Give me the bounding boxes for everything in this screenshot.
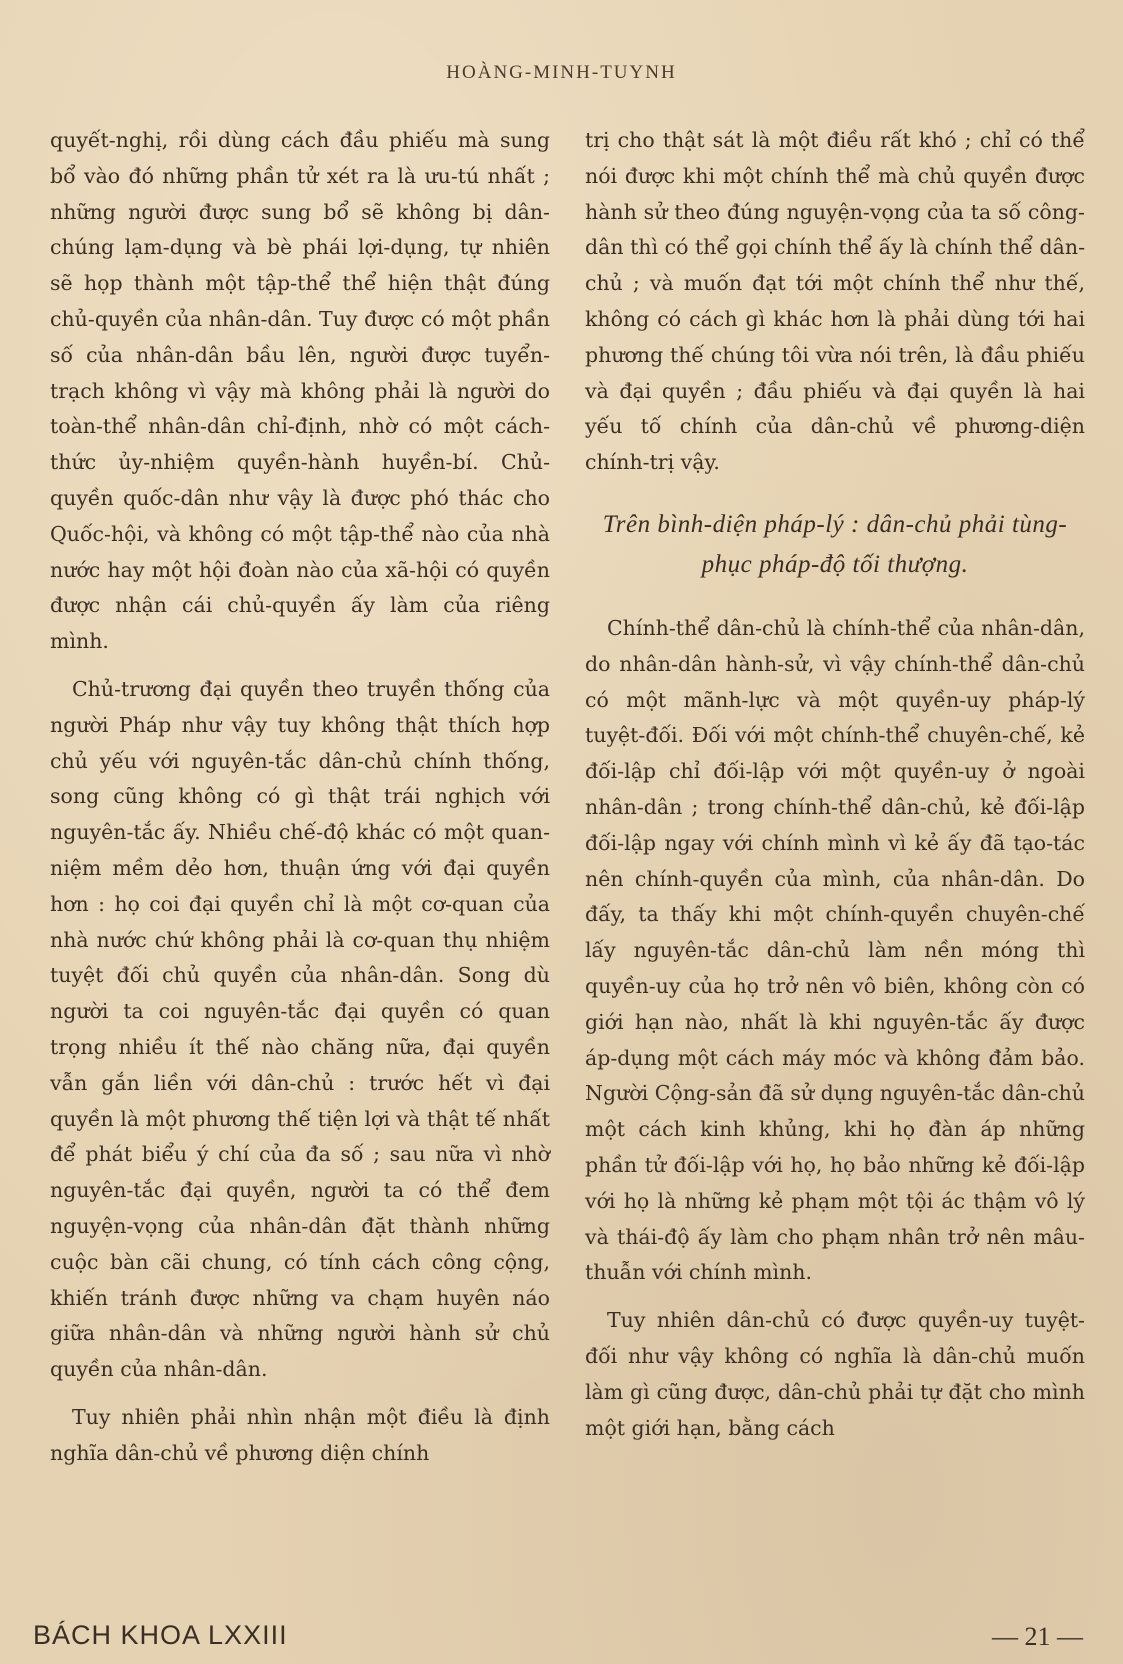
left-column — [50, 123, 550, 1483]
right-paragraph-2: Chính-thể dân-chủ là chính-thể của nhân-dân, do nhân-dân hành-sử, vì vậy chính-thể dân-chủ có một mãnh-lực và một quyền-uy pháp-lý tuyệt-đối. Đối với một chính-thể chuyên-chế, kẻ đối-lập chỉ đối-lập với một quyền-uy ở ngoài nhân-dân ; trong chính-thể dân-chủ, kẻ đối-lập đối-lập ngay với chính mình vì kẻ ấy đã tạo-tác nên chính-quyền của mình, của nhân-dân. Do đấy, ta thấy khi một chính-quyền chuyên-chế lấy nguyên-tắc dân-chủ làm nền móng thì quyền-uy của họ trở nên vô biên, không còn có giới hạn nào, nhất là khi nguyên-tắc ấy được áp-dụng một cách máy móc và không đảm bảo. Người Cộng-sản đã sử dụng nguyên-tắc dân-chủ một cách kinh khủng, khi họ đàn áp những phần tử đối-lập với họ, họ bảo những kẻ đối-lập với họ là những kẻ phạm một tội ác thậm vô lý và thái-độ ấy làm cho phạm nhân trở nên mâu-thuẫn với chính mình. — [585, 615, 1085, 1285]
running-header: HOÀNG-MINH-TUYNH — [446, 62, 677, 83]
right-paragraph-1: trị cho thật sát là một điều rất khó ; chỉ có thể nói được khi một chính thể mà chủ quyền được hành sử theo đúng nguyện-vọng của ta số công-dân thì có thể gọi chính thể ấy là chính thể dân-chủ ; và muốn đạt tới một chính thể như thế, không có cách gì khác hơn là phải dùng tới hai phương thế chúng tôi vừa nói trên, là đầu phiếu và đại quyền ; đầu phiếu và đại quyền là hai yếu tố chính của dân-chủ về phương-diện chính-trị vậy. — [585, 128, 1085, 475]
left-paragraph-1: quyết-nghị, rồi dùng cách đầu phiếu mà sung bổ vào đó những phần tử xét ra là ưu-tú nhất ; những người được sung bổ sẽ không bị dân-chúng lạm-dụng và bè phái lợi-dụng, tự nhiên sẽ họp thành một tập-thể thể hiện thật đúng chủ-quyền của nhân-dân. Tuy được có một phần số của nhân-dân bầu lên, người được tuyển-trạch không vì vậy mà không phải là người do toàn-thể nhân-dân chỉ-định, nhờ có một cách-thức ủy-nhiệm quyền-hành huyền-bí. Chủ-quyền quốc-dân như vậy là được phó thác cho Quốc-hội, và không có một tập-thể nào của nhà nước hay một hội đoàn nào của xã-hội có quyền được nhận cái chủ-quyền ấy làm của riêng mình. — [50, 128, 550, 654]
page-number: — 21 — — [992, 1622, 1083, 1651]
right-column — [585, 123, 1085, 1458]
right-paragraph-3: Tuy nhiên dân-chủ có được quyền-uy tuyệt-đối như vậy không có nghĩa là dân-chủ muốn làm gì cũng được, dân-chủ phải tự đặt cho mình một giới hạn, bằng cách — [585, 1308, 1085, 1440]
left-paragraph-3: Tuy nhiên phải nhìn nhận một điều là định nghĩa dân-chủ về phương diện chính — [50, 1404, 550, 1465]
section-subheading: Trên bình-diện pháp-lý : dân-chủ phải tùng-phục pháp-độ tối thượng. — [602, 510, 1068, 578]
magazine-issue-label: BÁCH KHOA LXXIII — [33, 1620, 288, 1650]
left-paragraph-2: Chủ-trương đại quyền theo truyền thống của người Pháp như vậy tuy không thật thích hợp chủ yếu với nguyên-tắc dân-chủ chính thống, song cũng không có gì thật trái nghịch với nguyên-tắc ấy. Nhiều chế-độ khác có một quan-niệm mềm dẻo hơn, thuận ứng với đại quyền hơn : họ coi đại quyền chỉ là một cơ-quan của nhà nước chứ không phải là cơ-quan thụ nhiệm tuyệt đối chủ quyền của nhân-dân. Song dù người ta coi nguyên-tắc đại quyền có quan trọng nhiều ít thế nào chăng nữa, đại quyền vẫn gắn liền với dân-chủ : trước hết vì đại quyền là một phương thế tiện lợi và thật tế nhất để phát biểu ý chí của đa số ; sau nữa vì nhờ nguyên-tắc đại quyền, người ta có thể đem nguyện-vọng của nhân-dân đặt thành những cuộc bàn cãi chung, có tính cách công cộng, khiến tránh được những va chạm huyên náo giữa nhân-dân và những người hành sử chủ quyền của nhân-dân. — [50, 676, 550, 1382]
